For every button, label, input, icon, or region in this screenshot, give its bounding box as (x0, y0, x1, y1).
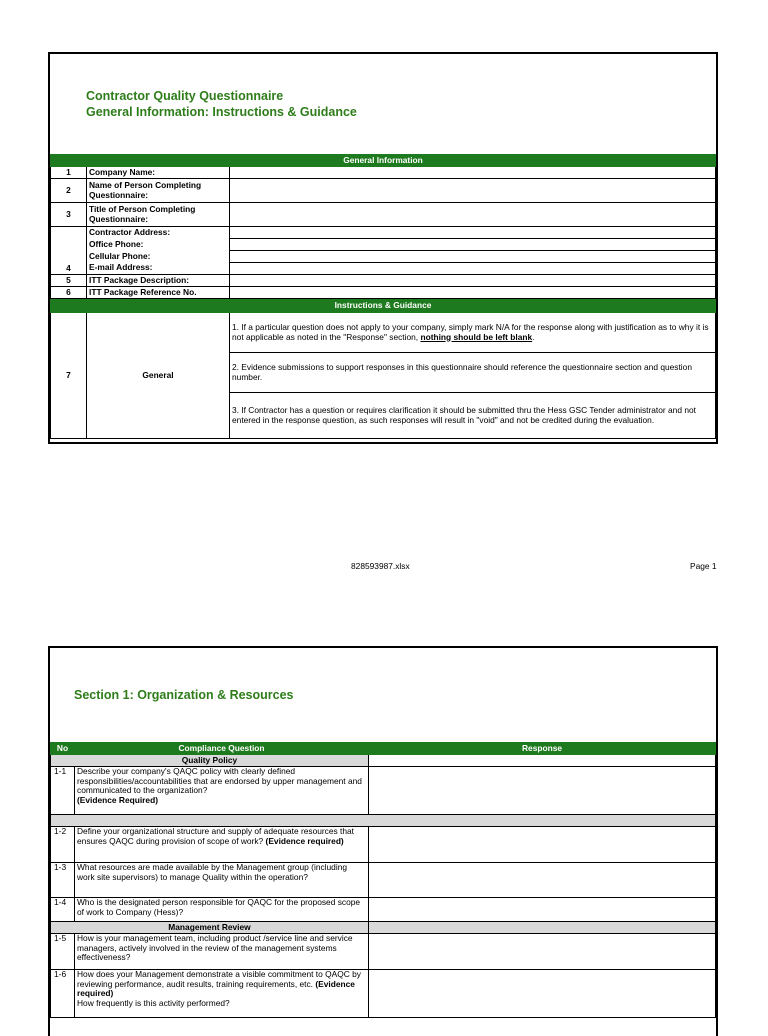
response-field[interactable] (369, 934, 716, 970)
row-number: 3 (51, 203, 87, 227)
response-field[interactable] (369, 898, 716, 922)
person-name-field[interactable] (230, 179, 716, 203)
row-number: 7 (51, 313, 87, 439)
questionnaire-title: Contractor Quality Questionnaire (86, 89, 284, 103)
question-number: 1-2 (51, 827, 75, 863)
subheader-management-review: Management Review (51, 922, 369, 934)
address-label: Contractor Address: (87, 227, 230, 239)
question-number: 1-6 (51, 970, 75, 1018)
response-field[interactable] (369, 863, 716, 898)
question-number: 1-3 (51, 863, 75, 898)
person-name-label: Name of Person Completing Questionnaire: (87, 179, 230, 203)
office-phone-label: Office Phone: (87, 239, 230, 251)
section-1-table (50, 742, 716, 1018)
person-title-label: Title of Person Completing Questionnaire: (87, 203, 230, 227)
question-text: Who is the designated person responsible for QAQC for the proposed scope of work to Company (Hess)? (75, 898, 369, 922)
instruction-1: 1. If a particular question does not apply to your company, simply mark N/A for the response along with justification as to why it is not applicable as noted in the "Response" section, nothing should be left blank. (230, 313, 716, 353)
question-number: 1-4 (51, 898, 75, 922)
response-field[interactable] (369, 827, 716, 863)
email-field[interactable] (230, 263, 716, 275)
instructions-header: Instructions & Guidance (51, 299, 716, 313)
company-name-label: Company Name: (87, 167, 230, 179)
address-field[interactable] (230, 227, 716, 239)
row-number: 5 (51, 275, 87, 287)
footer-page-number: Page 1 (690, 561, 717, 571)
column-header-no: No (51, 743, 75, 755)
general-info-table (50, 154, 716, 439)
itt-description-field[interactable] (230, 275, 716, 287)
row-number: 4 (51, 227, 87, 275)
question-text: How is your management team, including product /service line and service managers, actively involved in the review of the management systems effectiveness? (75, 934, 369, 970)
subheader-quality-policy: Quality Policy (51, 755, 369, 767)
general-info-header: General Information (51, 155, 716, 167)
question-number: 1-5 (51, 934, 75, 970)
section-title: Section 1: Organization & Resources (74, 688, 294, 702)
response-field[interactable] (369, 767, 716, 815)
row-number: 6 (51, 287, 87, 299)
emphasis-text: nothing should be left blank (420, 331, 533, 342)
office-phone-field[interactable] (230, 239, 716, 251)
question-number: 1-1 (51, 767, 75, 815)
general-label: General (87, 313, 230, 439)
column-header-response: Response (369, 743, 716, 755)
itt-description-label: ITT Package Description: (87, 275, 230, 287)
spacer-row (51, 815, 716, 827)
footer-filename: 828593987.xlsx (351, 561, 410, 571)
response-field[interactable] (369, 970, 716, 1018)
question-text: What resources are made available by the Management group (including work site supervisors) to manage Quality within the operation? (75, 863, 369, 898)
question-text: Define your organizational structure and supply of adequate resources that ensures QAQC during provision of scope of work? (Evidence required) (75, 827, 369, 863)
instruction-2: 2. Evidence submissions to support responses in this questionnaire should reference the questionnaire section and question number. (230, 353, 716, 393)
page-2-sheet (48, 646, 718, 1036)
instruction-3: 3. If Contractor has a question or requires clarification it should be submitted thru the Hess GSC Tender administrator and not entered in the response question, as such responses will result in "void" and not be credited during the evaluation. (230, 393, 716, 439)
question-text: How does your Management demonstrate a visible commitment to QAQC by reviewing performance, audit results, training requirements, etc. (Evidence required) How frequently is this activity performed? (75, 970, 369, 1018)
cell-phone-field[interactable] (230, 251, 716, 263)
company-name-field[interactable] (230, 167, 716, 179)
page-1-sheet (48, 52, 718, 444)
person-title-field[interactable] (230, 203, 716, 227)
title-block (86, 88, 357, 120)
itt-reference-label: ITT Package Reference No. (87, 287, 230, 299)
row-number: 2 (51, 179, 87, 203)
row-number: 1 (51, 167, 87, 179)
column-header-question: Compliance Question (75, 743, 369, 755)
cell-phone-label: Cellular Phone: (87, 251, 230, 263)
itt-reference-field[interactable] (230, 287, 716, 299)
questionnaire-subtitle: General Information: Instructions & Guidance (86, 105, 357, 119)
question-text: Describe your company's QAQC policy with clearly defined responsibilities/accountabilities that are endorsed by upper management and communicated to the organization? (Evidence Required) (75, 767, 369, 815)
email-label: E-mail Address: (87, 263, 230, 275)
